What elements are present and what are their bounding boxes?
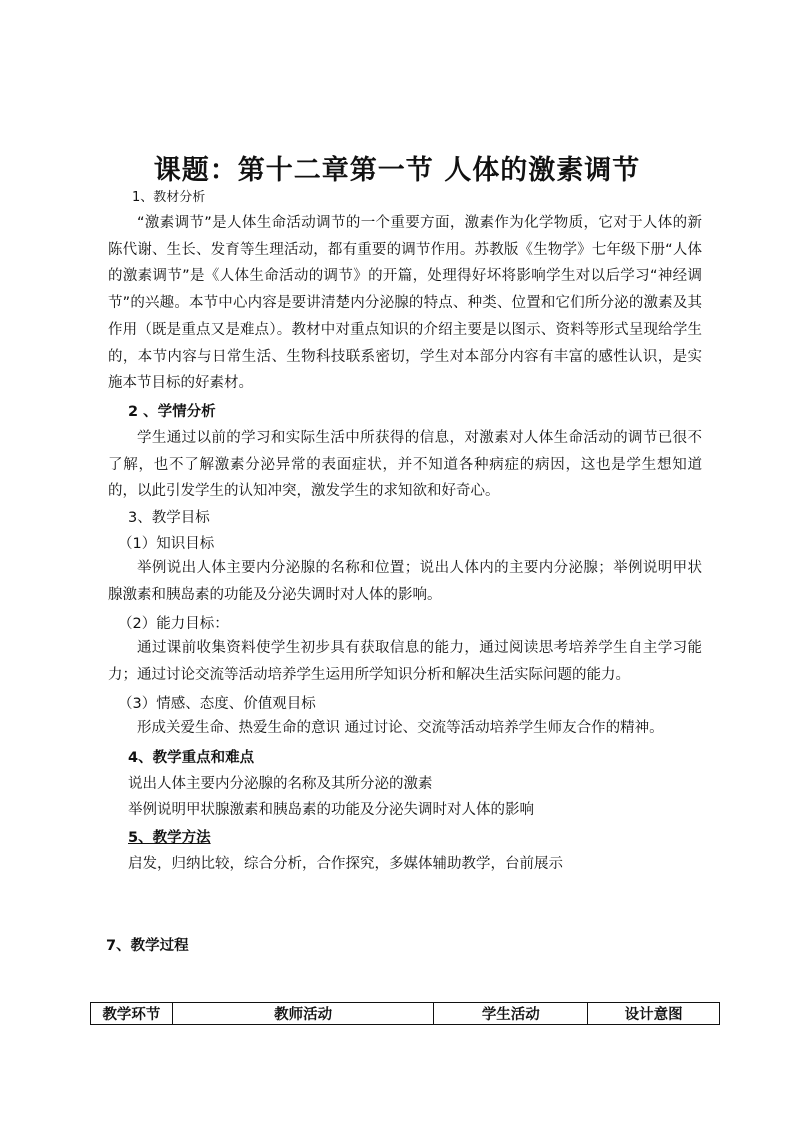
knowledge-goal-heading: （1）知识目标 <box>118 536 215 552</box>
header-design-intent: 设计意图 <box>588 1003 720 1025</box>
teaching-process-table <box>90 1002 720 1025</box>
section-7-heading: 7、教学过程 <box>106 938 189 954</box>
header-teacher-activity: 教师活动 <box>172 1003 434 1025</box>
section-1-paragraph: “激素调节”是人体生命活动调节的一个重要方面，激素作为化学物质，它对于人体的新陈代谢、生长、发育等生理活动，都有重要的调节作用。苏教版《生物学》七年级下册“人体的激素调节”是《人体生命活动的调节》的开篇，处理得好坏将影响学生对以后学习“神经调节”的兴趣。本节中心内容是要讲清楚内分泌腺的特点、种类、位置和它们所分泌的激素及其作用（既是重点又是难点）。教材中对重点知识的介绍主要是以图示、资料等形式呈现给学生的，本节内容与日常生活、生物科技联系密切，学生对本部分内容有丰富的感性认识，是实施本节目标的好素材。 <box>108 215 702 392</box>
section-1-heading: 1、教材分析 <box>132 190 206 205</box>
teaching-methods: 启发，归纳比较，综合分析，合作探究，多媒体辅助教学，台前展示 <box>128 856 563 872</box>
key-point-1: 说出人体主要内分泌腺的名称及其所分泌的激素 <box>128 776 433 792</box>
attitude-goal-heading: （3）情感、态度、价值观目标 <box>118 696 316 712</box>
section-4-heading: 4、教学重点和难点 <box>128 750 255 766</box>
ability-goal-heading: （2）能力目标： <box>118 616 229 632</box>
ability-goal-text: 通过课前收集资料使学生初步具有获取信息的能力，通过阅读思考培养学生自主学习能力；通过讨论交流等活动培养学生运用所学知识分析和解决生活实际问题的能力。 <box>108 640 702 683</box>
attitude-goal-text: 形成关爱生命、热爱生命的意识 通过讨论、交流等活动培养学生师友合作的精神。 <box>137 720 664 736</box>
section-3-heading: 3、教学目标 <box>128 510 210 526</box>
section-2-heading: 2 、学情分析 <box>128 404 216 420</box>
table-header-row <box>91 1003 720 1025</box>
section-5-heading: 5、教学方法 <box>128 830 211 846</box>
page-title: 课题：第十二章第一节 人体的激素调节 <box>153 155 641 186</box>
header-teaching-stage: 教学环节 <box>91 1003 173 1025</box>
section-2-paragraph: 学生通过以前的学习和实际生活中所获得的信息，对激素对人体生命活动的调节已很不了解，也不了解激素分泌异常的表面症状，并不知道各种病症的病因，这也是学生想知道的，以此引发学生的认知冲突，激发学生的求知欲和好奇心。 <box>108 430 702 500</box>
header-student-activity: 学生活动 <box>434 1003 588 1025</box>
key-point-2: 举例说明甲状腺激素和胰岛素的功能及分泌失调时对人体的影响 <box>128 802 534 818</box>
knowledge-goal-text: 举例说出人体主要内分泌腺的名称和位置；说出人体内的主要内分泌腺；举例说明甲状腺激素和胰岛素的功能及分泌失调时对人体的影响。 <box>108 560 702 603</box>
